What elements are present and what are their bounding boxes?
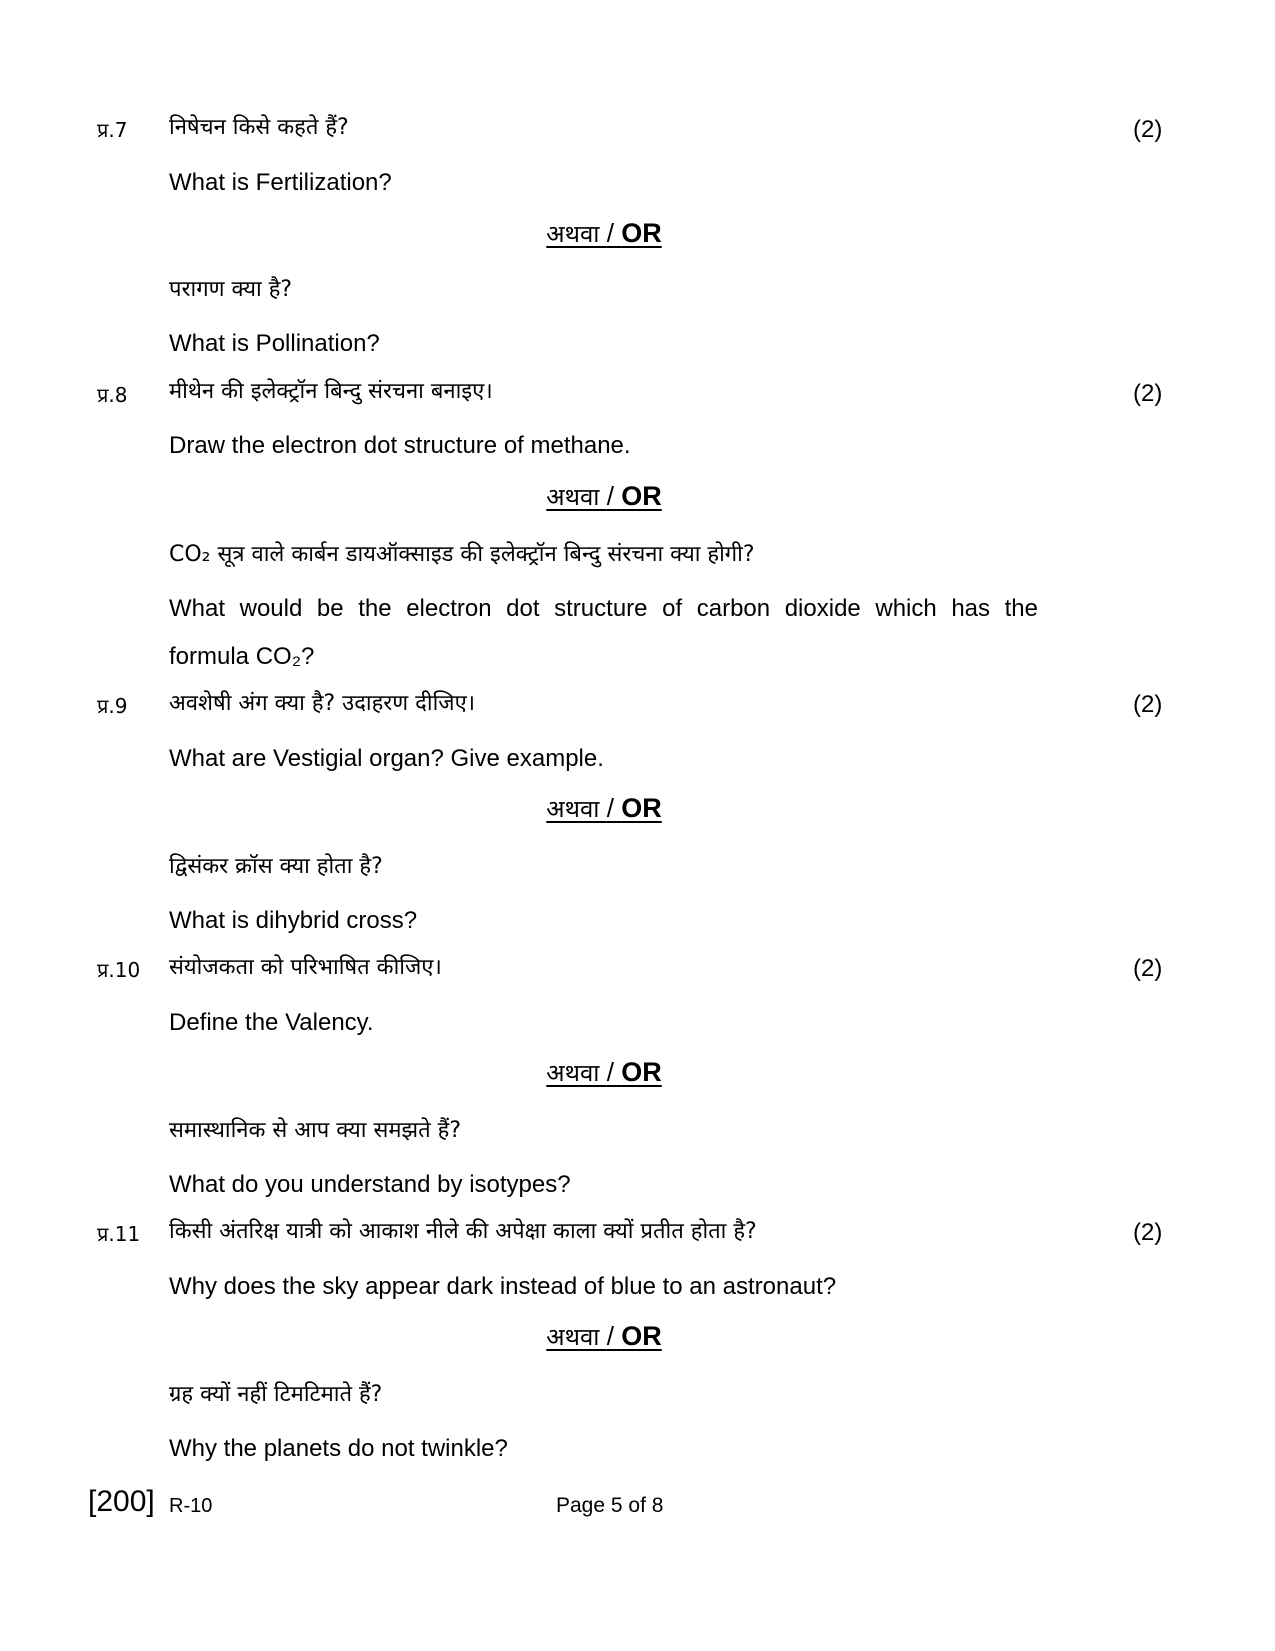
- alt-question-text-english: What is dihybrid cross?: [169, 907, 418, 934]
- question-number: प्र.10: [97, 958, 141, 982]
- or-slash: /: [606, 793, 614, 823]
- or-separator: [0, 1055, 1208, 1090]
- or-label-hindi: अथवा: [546, 220, 600, 248]
- question-text-english: What are Vestigial organ? Give example.: [169, 745, 604, 772]
- alt-question-text-hindi: परागण क्या है?: [169, 277, 293, 302]
- question-text-english: What is Fertilization?: [169, 169, 392, 196]
- alt-question-text-english: What do you understand by isotypes?: [169, 1171, 571, 1198]
- or-label-english: OR: [621, 481, 662, 511]
- question-number: प्र.11: [97, 1222, 141, 1246]
- or-label-english: OR: [621, 1321, 662, 1351]
- alt-question-text-hindi: ग्रह क्यों नहीं टिमटिमाते हैं?: [169, 1382, 383, 1407]
- question-text-hindi: किसी अंतरिक्ष यात्री को आकाश नीले की अपेक्षा काला क्यों प्रतीत होता है?: [169, 1219, 757, 1244]
- question-text-hindi: अवशेषी अंग क्या है? उदाहरण दीजिए।: [169, 691, 476, 716]
- alt-question-text-english: Why the planets do not twinkle?: [169, 1435, 508, 1462]
- or-label-hindi: अथवा: [546, 483, 600, 511]
- question-number: प्र.7: [97, 118, 128, 142]
- or-label-english: OR: [621, 793, 662, 823]
- question-text-hindi: संयोजकता को परिभाषित कीजिए।: [169, 955, 442, 980]
- alt-question-text-english-cont: formula CO₂?: [169, 643, 315, 670]
- series-code: R-10: [169, 1495, 213, 1517]
- or-label-hindi: अथवा: [546, 1323, 600, 1351]
- alt-question-text-english: What is Pollination?: [169, 330, 380, 357]
- question-text-hindi: निषेचन किसे कहते हैं?: [169, 115, 349, 140]
- or-label-english: OR: [621, 1057, 662, 1087]
- question-text-english: Draw the electron dot structure of methane.: [169, 432, 631, 459]
- question-number: प्र.8: [97, 383, 128, 407]
- question-text-english: Why does the sky appear dark instead of blue to an astronaut?: [169, 1273, 837, 1300]
- or-slash: /: [606, 481, 614, 511]
- question-marks: (2): [1133, 955, 1163, 982]
- paper-code: [200]: [88, 1485, 155, 1518]
- question-number: प्र.9: [97, 694, 128, 718]
- alt-question-text-hindi: CO₂ सूत्र वाले कार्बन डायऑक्साइड की इलेक्ट्रॉन बिन्दु संरचना क्या होगी?: [169, 542, 755, 567]
- or-separator: [0, 1319, 1208, 1354]
- page-number: Page 5 of 8: [556, 1494, 664, 1517]
- or-slash: /: [606, 1057, 614, 1087]
- or-label-hindi: अथवा: [546, 1059, 600, 1087]
- question-marks: (2): [1133, 1219, 1163, 1246]
- question-text-hindi: मीथेन की इलेक्ट्रॉन बिन्दु संरचना बनाइए।: [169, 379, 493, 404]
- question-marks: (2): [1133, 691, 1163, 718]
- question-marks: (2): [1133, 116, 1163, 143]
- alt-question-text-english: What would be the electron dot structure of carbon dioxide which has the: [169, 595, 1038, 622]
- alt-question-text-hindi: द्विसंकर क्रॉस क्या होता है?: [169, 854, 383, 879]
- or-slash: /: [606, 218, 614, 248]
- alt-question-text-hindi: समास्थानिक से आप क्या समझते हैं?: [169, 1118, 462, 1143]
- or-separator: [0, 479, 1208, 514]
- or-separator: [0, 791, 1208, 826]
- or-label-hindi: अथवा: [546, 795, 600, 823]
- or-separator: [0, 216, 1208, 251]
- or-slash: /: [606, 1321, 614, 1351]
- or-label-english: OR: [621, 218, 662, 248]
- question-text-english: Define the Valency.: [169, 1009, 374, 1036]
- question-marks: (2): [1133, 380, 1163, 407]
